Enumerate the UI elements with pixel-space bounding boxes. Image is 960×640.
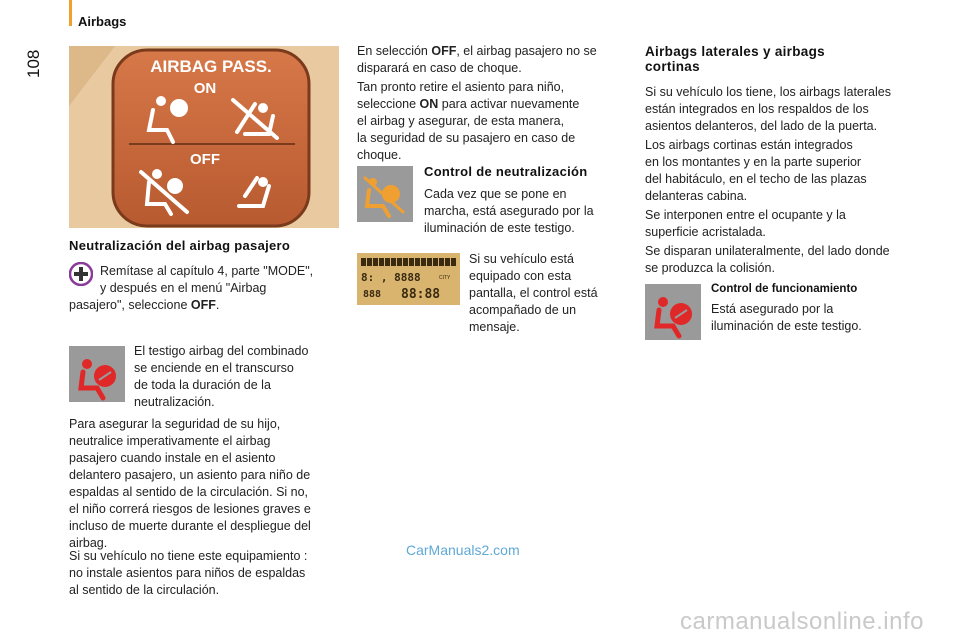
page-number: 108 xyxy=(24,49,43,78)
control-neutralization-text: Cada vez que se pone en marcha, está asegurado por la iluminación de este testigo. xyxy=(424,187,594,235)
note-line-2: y después en el menú "Airbag xyxy=(100,281,267,295)
lcd-display-image xyxy=(357,253,460,305)
screen-message-text: Si su vehículo está equipado con esta pantalla, el control está acompañado de un mensaje. xyxy=(469,252,598,334)
note-line-1: Remítase al capítulo 4, parte "MODE", xyxy=(100,264,314,278)
panel-on-text: ON xyxy=(193,80,217,97)
panel-off-text: OFF xyxy=(190,151,220,168)
plus-info-icon xyxy=(69,262,93,286)
side-airbags-heading: Airbags laterales y airbags cortinas xyxy=(645,44,825,74)
airbag-warning-lamp-icon xyxy=(69,346,125,402)
neutralization-heading: Neutralización del airbag pasajero xyxy=(69,238,291,253)
airbag-pass-panel-image xyxy=(69,46,339,228)
airbag-panel-svg xyxy=(69,46,339,228)
off-selection-paragraph: En selección OFF, el airbag pasajero no se disparará en caso de choque. xyxy=(357,44,597,75)
child-safety-paragraph: Para asegurar la seguridad de su hijo, neutralice imperativamente el airbag pasajero cuando instale en el asiento delantero pasajero, un asiento para niño de espaldas al sentido de la circulación. Si no, el niño correrá riesgos de lesiones graves e incluso de muerte durante el despliegue del airbag. xyxy=(69,417,311,550)
airbag-function-lamp-icon xyxy=(645,284,701,340)
lcd-city-text: CITY xyxy=(439,275,451,281)
watermark-carmanualsonline[interactable]: carmanualsonline.info xyxy=(680,608,924,635)
section-accent-bar xyxy=(69,0,72,26)
no-equipment-paragraph: Si su vehículo no tiene este equipamiento : no instale asientos para niños de espaldas al sentido de la circulación. xyxy=(69,549,308,597)
lcd-row2b-text: 88:88 xyxy=(401,287,441,302)
section-title: Airbags xyxy=(78,14,127,29)
panel-title-text: AIRBAG PASS. xyxy=(150,57,272,76)
function-control-heading: Control de funcionamiento xyxy=(711,283,858,295)
function-control-text: Está asegurado por la iluminación de este testigo. xyxy=(711,302,862,333)
lcd-row2a-text: 888 xyxy=(363,289,382,300)
witness-text: El testigo airbag del combinado se enciende en el transcurso de toda la duración de la neutralización. xyxy=(134,344,309,409)
on-selection-paragraph: Tan pronto retire el asiento para niño, seleccione ON para activar nuevamente el airbag y asegurar, de esta manera, la seguridad de su pasajero en caso de choque. xyxy=(357,80,580,162)
passenger-airbag-off-lamp-icon xyxy=(357,166,413,222)
side-airbags-p2: Los airbags cortinas están integrados en los montantes y en la parte superior del habitáculo, en el techo de las plazas delanteras cabina. xyxy=(645,138,867,203)
control-neutralization-heading: Control de neutralización xyxy=(424,164,588,179)
watermark-carmanuals2[interactable]: CarManuals2.com xyxy=(406,542,520,558)
note-line-3: pasajero", seleccione OFF. xyxy=(69,298,220,312)
side-airbags-p3: Se interponen entre el ocupante y la superficie acristalada. xyxy=(645,208,846,239)
side-airbags-p1: Si su vehículo los tiene, los airbags laterales están integrados en los respaldos de los asientos delanteros, del lado de la puerta. xyxy=(645,85,891,133)
side-airbags-p4: Se disparan unilateralmente, del lado donde se produzca la colisión. xyxy=(645,244,890,275)
lcd-row1-text: 8: , 8888 xyxy=(361,271,421,284)
